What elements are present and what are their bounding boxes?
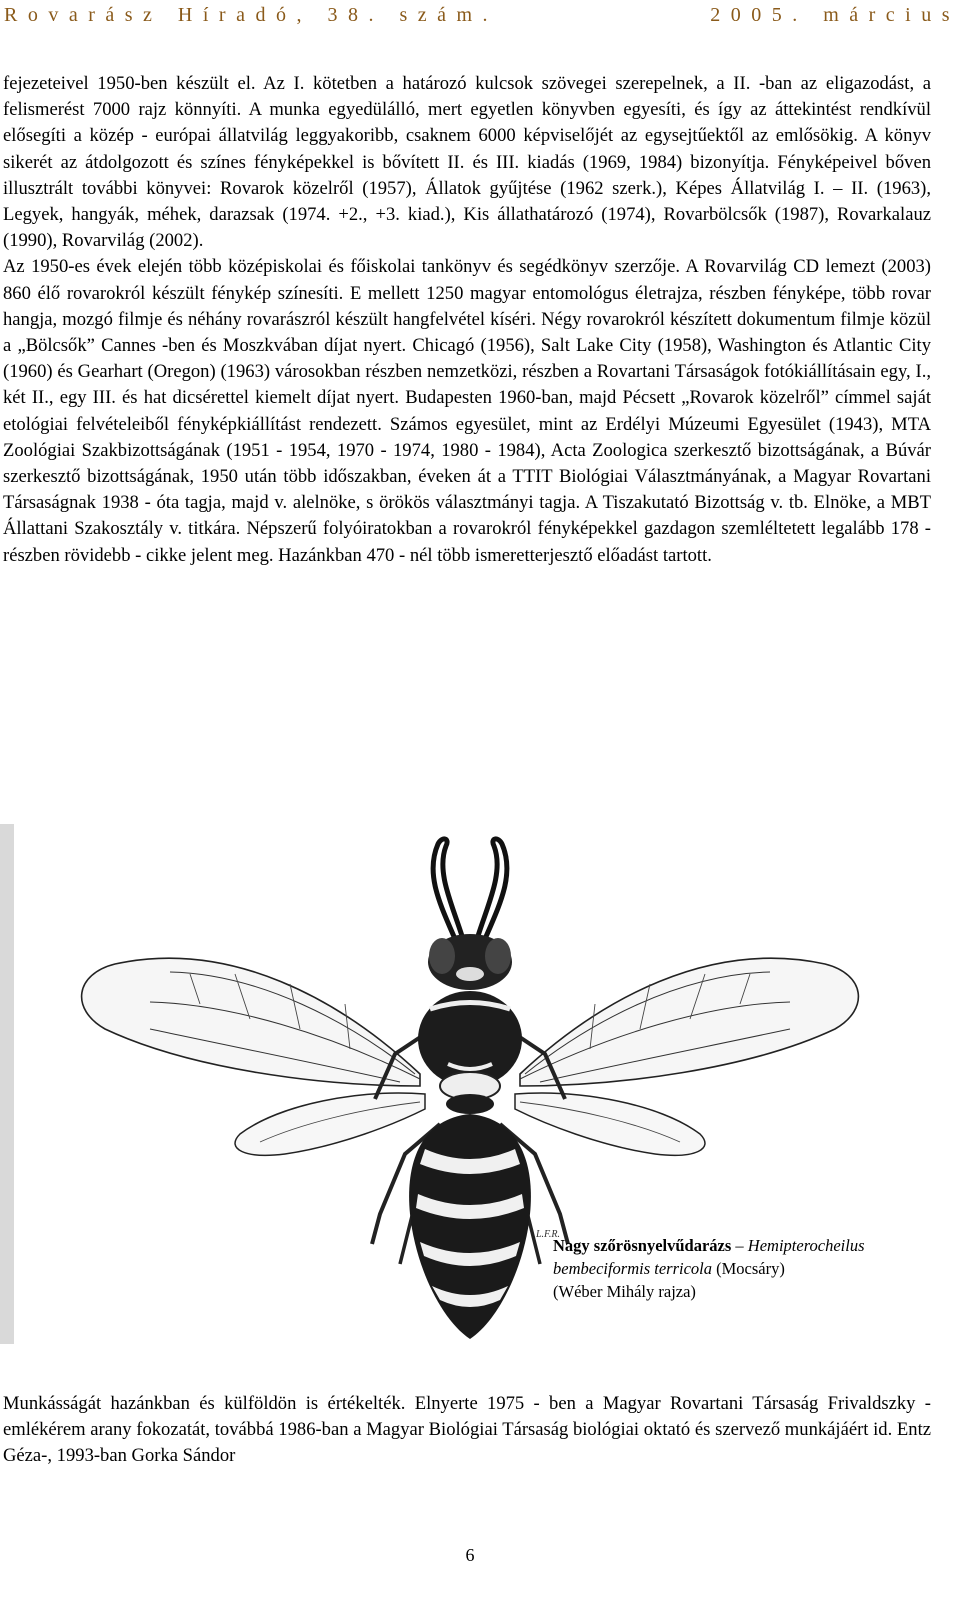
caption-common-name: Nagy szőrösnyelvűdarázs xyxy=(553,1236,732,1255)
paragraph-awards: Munkásságát hazánkban és külföldön is értékelték. Elnyerte 1975 - ben a Magyar Rovartani Társaság Frivaldszky - emlékérem arany fokozatát, továbbá 1986-ban a Magyar Biológiai Társaság biológiai oktató és szervező munkájáért id. Entz Géza-, 1993-ban Gorka Sándor xyxy=(3,1392,931,1466)
publication-title: Rovarász Híradó, 38. szám. xyxy=(4,4,499,26)
article-body-continued xyxy=(3,1372,931,1488)
caption-line-1 xyxy=(553,1234,953,1280)
wasp-illustration-figure xyxy=(0,824,940,1354)
running-header xyxy=(0,4,960,28)
page-number: 6 xyxy=(465,1545,475,1565)
caption-credit: (Wéber Mihály rajza) xyxy=(553,1282,696,1301)
figure-caption xyxy=(553,1234,953,1303)
caption-scientific-name: Hemipterocheilus bembeciformis terricola xyxy=(553,1236,865,1278)
caption-author: (Mocsáry) xyxy=(712,1259,785,1278)
article-body xyxy=(3,71,931,569)
artist-signature: L.F.R. xyxy=(536,1229,560,1240)
paragraph-publications: fejezeteivel 1950-ben készült el. Az I. kötetben a határozó kulcsok szövegei szerepelnek, a II. -ban az eligazodást, a felismerést 7000 rajz könnyíti. A munka egyedülálló, mert egyetlen könyvben egyesíti, és így az áttekintést rendkívül elősegíti a közép - európai állatvilág leggyakoribb, csaknem 6000 képviselőjét az egysejtűektől az emlősökig. A könyv sikerét az átdolgozott és színes fényképekkel is bővített II. és III. kiadás (1969, 1984) bizonyítja. Fényképeivel bőven illusztrált további könyvei: Rovarok közelről (1957), Állatok gyűjtése (1962 szerk.), Képes Állatvilág I. – II. (1963), Legyek, hangyák, méhek, darazsak (1974. +2., +3. kiad.), Kis állathatározó (1974), Rovarbölcsők (1987), Rovarkalauz (1990), Rovarvilág (2002). xyxy=(3,73,931,252)
caption-dash: – xyxy=(731,1236,748,1255)
paragraph-activities: Az 1950-es évek elején több középiskolai és főiskolai tankönyv és segédkönyv szerzője. A Rovarvilág CD lemezt (2003) 860 élő rovarokról készült fénykép színesíti. E mellett 1250 magyar entomológus életrajza, részben fényképe, több rovar hangja, mozgó filmje és néhány rovarászról készült hangfelvétel kíséri. Négy rovarokról készített dokumentum filmje közül a „Bölcsők” Cannes -ben és Moszkvában díjat nyert. Chicagó (1956), Salt Lake City (1958), Washington és Atlantic City (1960) és Gearhart (Oregon) (1963) városokban részben nemzetközi, részben a Rovartani Társaságok fotókiállításain egy, I., két II., egy III. és hat dicsérettel kiemelt díjat nyert. Budapesten 1960-ban, majd Pécsett „Rovarok közelről” címmel saját etológiai felvételeiből fényképkiállítást rendezett. Számos egyesület, mint az Erdélyi Múzeumi Egyesület (1943), MTA Zoológiai Szakbizottságának (1951 - 1954, 1970 - 1974, 1980 - 1984), Acta Zoologica szerkesztő bizottságának, a Búvár szerkesztő bizottságának, 1950 után több időszakban, éveken át a TTIT Biológiai Választmányának, a Magyar Rovartani Társaságnak 1938 - óta tagja, majd v. alelnöke, s örökös választmányi tagja. A Tiszakutató Bizottság v. tb. Elnöke, a MBT Állattani Szakosztály v. titkára. Népszerű folyóiratokban a rovarokról fényképekkel gazdagon szemléltetett legalább 178 - részben rövidebb - cikke jelent meg. Hazánkban 470 - nél több ismeretterjesztő előadást tartott. xyxy=(3,256,931,566)
issue-date: 2005. március xyxy=(710,4,960,26)
